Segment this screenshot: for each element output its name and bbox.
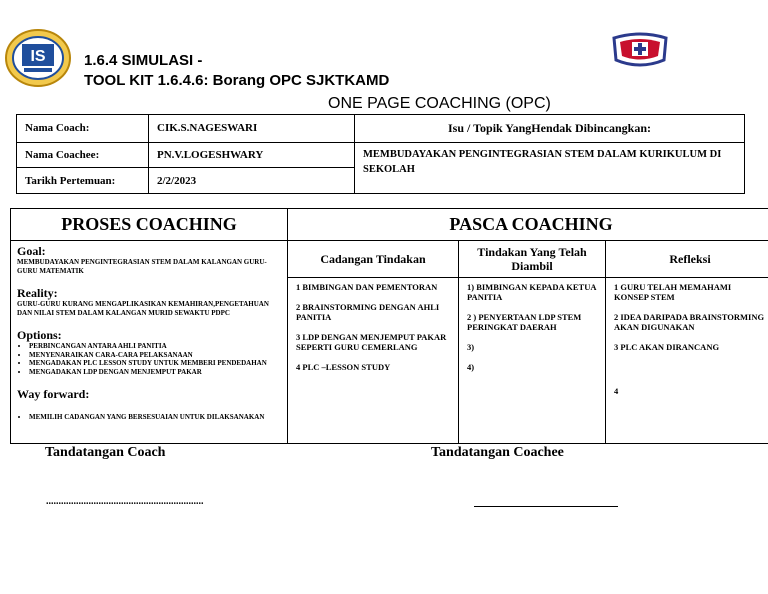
list-item: 4 PLC –LESSON STUDY [296,362,391,372]
reality-label: Reality: [17,286,58,300]
way-forward-list [17,413,281,422]
list-item: 3) [467,342,475,352]
list-item: 4) [467,362,475,372]
toolkit-title: TOOL KIT 1.6.4.6: Borang OPC SJKTKAMD [84,72,390,89]
meeting-date-label: Tarikh Pertemuan: [17,168,149,194]
reality-text: GURU-GURU KURANG MENGAPLIKASIKAN KEMAHIRAN,PENGETAHUAN DAN NILAI STEM DALAM KALANGAN MURID SEWAKTU PDPC [17,300,269,317]
coachee-label: Nama Coachee: [17,142,149,168]
cadangan-tindakan-cell [288,278,459,444]
tindakan-diambil-header: Tindakan Yang Telah Diambil [459,241,606,278]
school-logo-left [4,28,72,88]
meeting-date-value: 2/2/2023 [149,168,355,194]
page-title: ONE PAGE COACHING (OPC) [328,95,551,112]
coachee-value: PN.V.LOGESHWARY [149,142,355,168]
options-label: Options: [17,328,62,342]
list-item: • PERBINCANGAN ANTARA AHLI PANITIA [29,342,281,351]
list-item: • MENGADAKAN LDP DENGAN MENJEMPUT PAKAR [29,368,281,377]
list-item: 1 BIMBINGAN DAN PEMENTORAN [296,282,438,292]
coaching-table [10,208,768,444]
school-logo-right [608,30,672,70]
list-item: • MEMILIH CADANGAN YANG BERSESUAIAN UNTUK DILAKSANAKAN [29,413,281,422]
list-item: 1 GURU TELAH MEMAHAMI KONSEP STEM [614,282,732,302]
coachee-signature-label: Tandatangan Coachee [431,445,564,460]
tindakan-diambil-cell [459,278,606,444]
list-item: 3 LDP DENGAN MENJEMPUT PAKAR SEPERTI GURU CEMERLANG [296,332,447,352]
issue-topic-value: MEMBUDAYAKAN PENGINTEGRASIAN STEM DALAM KURIKULUM DI SEKOLAH [355,142,745,193]
coach-signature-line: ............................................................... [46,496,204,507]
list-item: 2 BRAINSTORMING DENGAN AHLI PANITIA [296,302,440,322]
coach-signature-label: Tandatangan Coach [45,445,166,460]
coach-info-table [16,114,745,194]
pasca-coaching-heading: PASCA COACHING [288,209,768,241]
options-list [17,342,281,376]
list-item: 3 PLC AKAN DIRANCANG [614,342,720,352]
way-forward-label: Way forward: [17,387,90,402]
issue-topic-label: Isu / Topik YangHendak Dibincangkan: [355,115,745,143]
cadangan-tindakan-header: Cadangan Tindakan [288,241,459,278]
goal-label: Goal: [17,244,46,258]
simulation-title: 1.6.4 SIMULASI - [84,52,203,69]
proses-coaching-heading: PROSES COACHING [11,209,288,241]
coach-value: CIK.S.NAGESWARI [149,115,355,143]
list-item: • MENGADAKAN PLC LESSON STUDY UNTUK MEMBERI PENDEDAHAN [29,359,281,368]
refleksi-header: Refleksi [606,241,768,278]
list-item: 2 ) PENYERTAAN LDP STEM PERINGKAT DAERAH [467,312,582,332]
list-item: • MENYENARAIKAN CARA-CARA PELAKSANAAN [29,351,281,360]
list-item: 4 [614,386,619,396]
list-item: 2 IDEA DARIPADA BRAINSTORMING AKAN DIGUNAKAN [614,312,765,332]
list-item: 1) BIMBINGAN KEPADA KETUA PANITIA [467,282,597,302]
svg-text:IS: IS [30,48,46,65]
proses-coaching-content [11,241,288,444]
coachee-signature-line [474,506,618,507]
refleksi-cell [606,278,768,444]
coach-label: Nama Coach: [17,115,149,143]
goal-text: MEMBUDAYAKAN PENGINTEGRASIAN STEM DALAM KALANGAN GURU-GURU MATEMATIK [17,258,267,275]
